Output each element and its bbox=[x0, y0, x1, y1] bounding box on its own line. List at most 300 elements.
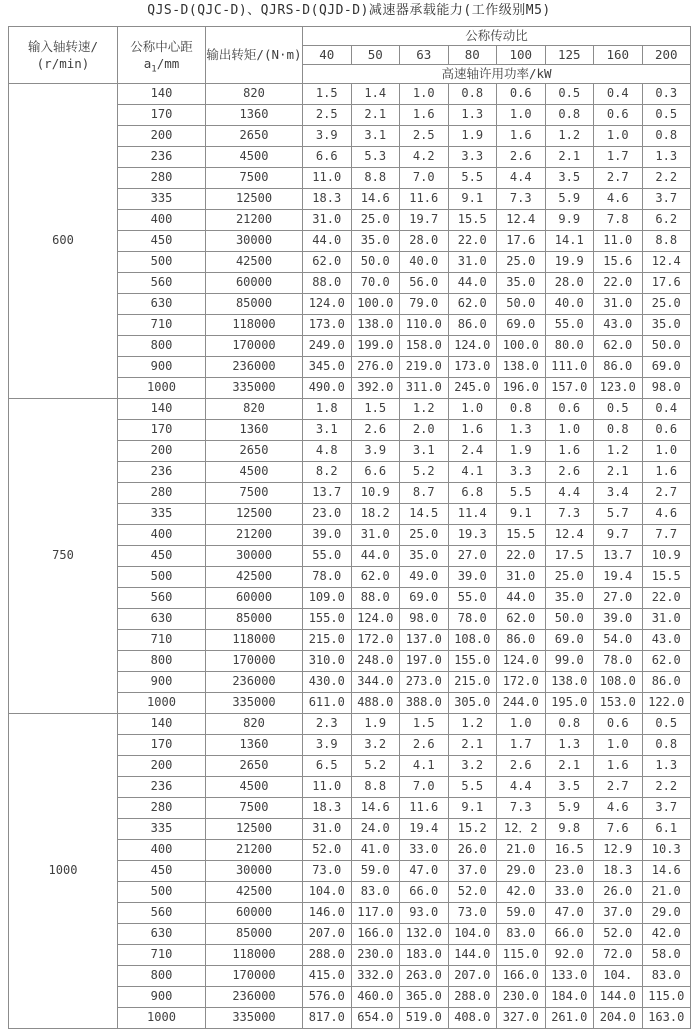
power-cell: 73.0 bbox=[303, 861, 352, 882]
torque-cell: 21200 bbox=[206, 840, 303, 861]
power-cell: 0.4 bbox=[642, 399, 691, 420]
power-cell: 54.0 bbox=[594, 630, 643, 651]
power-cell: 93.0 bbox=[400, 903, 449, 924]
power-cell: 4.1 bbox=[448, 462, 497, 483]
torque-cell: 2650 bbox=[206, 441, 303, 462]
power-cell: 52.0 bbox=[448, 882, 497, 903]
power-cell: 88.0 bbox=[303, 273, 352, 294]
power-cell: 9.1 bbox=[448, 189, 497, 210]
power-cell: 26.0 bbox=[448, 840, 497, 861]
power-cell: 66.0 bbox=[545, 924, 594, 945]
power-cell: 59.0 bbox=[351, 861, 400, 882]
power-cell: 2.1 bbox=[545, 147, 594, 168]
power-cell: 2.1 bbox=[351, 105, 400, 126]
power-cell: 17.6 bbox=[497, 231, 546, 252]
power-cell: 100.0 bbox=[497, 336, 546, 357]
power-cell: 49.0 bbox=[400, 567, 449, 588]
power-cell: 31.0 bbox=[351, 525, 400, 546]
power-cell: 0.3 bbox=[642, 84, 691, 105]
power-cell: 78.0 bbox=[448, 609, 497, 630]
power-cell: 27.0 bbox=[594, 588, 643, 609]
center-distance-cell: 140 bbox=[118, 399, 206, 420]
power-cell: 62.0 bbox=[448, 294, 497, 315]
power-cell: 6.8 bbox=[448, 483, 497, 504]
power-cell: 19.7 bbox=[400, 210, 449, 231]
power-cell: 80.0 bbox=[545, 336, 594, 357]
power-cell: 8.8 bbox=[642, 231, 691, 252]
power-cell: 3.7 bbox=[642, 189, 691, 210]
power-cell: 5.3 bbox=[351, 147, 400, 168]
power-cell: 15.6 bbox=[594, 252, 643, 273]
input-speed-cell: 750 bbox=[9, 399, 118, 714]
center-distance-cell: 200 bbox=[118, 441, 206, 462]
power-cell: 22.0 bbox=[642, 588, 691, 609]
power-cell: 1.2 bbox=[400, 399, 449, 420]
power-cell: 3.1 bbox=[400, 441, 449, 462]
center-distance-cell: 1000 bbox=[118, 693, 206, 714]
power-cell: 1.3 bbox=[545, 735, 594, 756]
power-cell: 11.6 bbox=[400, 798, 449, 819]
power-cell: 12.4 bbox=[545, 525, 594, 546]
power-cell: 4.4 bbox=[497, 777, 546, 798]
power-cell: 12.4 bbox=[497, 210, 546, 231]
power-cell: 7.0 bbox=[400, 168, 449, 189]
power-cell: 8.2 bbox=[303, 462, 352, 483]
power-cell: 6.5 bbox=[303, 756, 352, 777]
power-cell: 2.1 bbox=[594, 462, 643, 483]
power-cell: 248.0 bbox=[351, 651, 400, 672]
center-distance-cell: 900 bbox=[118, 987, 206, 1008]
torque-cell: 30000 bbox=[206, 231, 303, 252]
center-distance-cell: 1000 bbox=[118, 378, 206, 399]
power-cell: 0.6 bbox=[497, 84, 546, 105]
power-cell: 17.5 bbox=[545, 546, 594, 567]
table-header bbox=[9, 27, 691, 84]
power-cell: 23.0 bbox=[303, 504, 352, 525]
torque-cell: 7500 bbox=[206, 168, 303, 189]
center-distance-cell: 335 bbox=[118, 504, 206, 525]
power-cell: 1.7 bbox=[594, 147, 643, 168]
power-cell: 100.0 bbox=[351, 294, 400, 315]
center-distance-cell: 500 bbox=[118, 252, 206, 273]
power-cell: 37.0 bbox=[448, 861, 497, 882]
power-cell: 28.0 bbox=[400, 231, 449, 252]
torque-cell: 1360 bbox=[206, 420, 303, 441]
power-cell: 124.0 bbox=[303, 294, 352, 315]
power-cell: 204.0 bbox=[594, 1008, 643, 1029]
torque-cell: 4500 bbox=[206, 462, 303, 483]
torque-cell: 4500 bbox=[206, 147, 303, 168]
torque-cell: 335000 bbox=[206, 378, 303, 399]
center-distance-cell: 200 bbox=[118, 756, 206, 777]
header-ratio-group: 公称传动比 bbox=[303, 27, 691, 46]
power-cell: 173.0 bbox=[448, 357, 497, 378]
power-cell: 47.0 bbox=[400, 861, 449, 882]
header-input-speed-line2: (r/min) bbox=[36, 56, 90, 71]
power-cell: 44.0 bbox=[497, 588, 546, 609]
power-cell: 31.0 bbox=[448, 252, 497, 273]
power-cell: 12.4 bbox=[642, 252, 691, 273]
torque-cell: 4500 bbox=[206, 777, 303, 798]
power-cell: 50.0 bbox=[642, 336, 691, 357]
power-cell: 1.2 bbox=[545, 126, 594, 147]
power-cell: 157.0 bbox=[545, 378, 594, 399]
header-ratio-40: 40 bbox=[303, 46, 352, 65]
power-cell: 43.0 bbox=[642, 630, 691, 651]
power-cell: 26.0 bbox=[594, 882, 643, 903]
power-cell: 3.9 bbox=[303, 126, 352, 147]
torque-cell: 85000 bbox=[206, 924, 303, 945]
power-cell: 0.8 bbox=[642, 735, 691, 756]
center-distance-cell: 450 bbox=[118, 231, 206, 252]
power-cell: 3.2 bbox=[448, 756, 497, 777]
header-ratio-200: 200 bbox=[642, 46, 691, 65]
center-distance-cell: 630 bbox=[118, 924, 206, 945]
power-cell: 31.0 bbox=[303, 819, 352, 840]
center-distance-cell: 800 bbox=[118, 651, 206, 672]
power-cell: 33.0 bbox=[400, 840, 449, 861]
power-cell: 230.0 bbox=[497, 987, 546, 1008]
power-cell: 1.2 bbox=[448, 714, 497, 735]
torque-cell: 60000 bbox=[206, 588, 303, 609]
center-distance-cell: 236 bbox=[118, 462, 206, 483]
power-cell: 1.6 bbox=[642, 462, 691, 483]
power-cell: 28.0 bbox=[545, 273, 594, 294]
power-cell: 3.5 bbox=[545, 168, 594, 189]
power-cell: 0.6 bbox=[594, 105, 643, 126]
power-cell: 15.5 bbox=[448, 210, 497, 231]
power-cell: 52.0 bbox=[303, 840, 352, 861]
power-cell: 460.0 bbox=[351, 987, 400, 1008]
power-cell: 12.9 bbox=[594, 840, 643, 861]
center-distance-cell: 236 bbox=[118, 777, 206, 798]
power-cell: 2.7 bbox=[642, 483, 691, 504]
power-cell: 215.0 bbox=[303, 630, 352, 651]
power-cell: 104.0 bbox=[303, 882, 352, 903]
power-cell: 3.3 bbox=[497, 462, 546, 483]
torque-cell: 820 bbox=[206, 399, 303, 420]
power-cell: 7.7 bbox=[642, 525, 691, 546]
header-output-torque: 输出转矩/(N·m) bbox=[206, 27, 303, 84]
power-cell: 163.0 bbox=[642, 1008, 691, 1029]
power-cell: 0.5 bbox=[642, 105, 691, 126]
power-cell: 79.0 bbox=[400, 294, 449, 315]
power-cell: 197.0 bbox=[400, 651, 449, 672]
header-input-speed bbox=[9, 27, 118, 84]
power-cell: 9.8 bbox=[545, 819, 594, 840]
torque-cell: 118000 bbox=[206, 315, 303, 336]
power-cell: 430.0 bbox=[303, 672, 352, 693]
power-cell: 11.6 bbox=[400, 189, 449, 210]
power-cell: 44.0 bbox=[351, 546, 400, 567]
power-cell: 230.0 bbox=[351, 945, 400, 966]
power-cell: 6.1 bbox=[642, 819, 691, 840]
power-cell: 1.6 bbox=[594, 756, 643, 777]
torque-cell: 170000 bbox=[206, 651, 303, 672]
power-cell: 10.3 bbox=[642, 840, 691, 861]
torque-cell: 236000 bbox=[206, 672, 303, 693]
power-cell: 5.5 bbox=[448, 168, 497, 189]
power-cell: 11.0 bbox=[594, 231, 643, 252]
torque-cell: 12500 bbox=[206, 504, 303, 525]
power-cell: 1.0 bbox=[594, 126, 643, 147]
power-cell: 3.9 bbox=[351, 441, 400, 462]
center-distance-cell: 200 bbox=[118, 126, 206, 147]
power-cell: 117.0 bbox=[351, 903, 400, 924]
power-cell: 42.0 bbox=[497, 882, 546, 903]
power-cell: 78.0 bbox=[303, 567, 352, 588]
center-distance-cell: 560 bbox=[118, 588, 206, 609]
torque-cell: 60000 bbox=[206, 903, 303, 924]
power-cell: 1.5 bbox=[351, 399, 400, 420]
power-cell: 5.7 bbox=[594, 504, 643, 525]
power-cell: 55.0 bbox=[303, 546, 352, 567]
power-cell: 4.4 bbox=[545, 483, 594, 504]
power-cell: 184.0 bbox=[545, 987, 594, 1008]
power-cell: 83.0 bbox=[642, 966, 691, 987]
power-cell: 488.0 bbox=[351, 693, 400, 714]
center-distance-cell: 236 bbox=[118, 147, 206, 168]
power-cell: 310.0 bbox=[303, 651, 352, 672]
torque-cell: 236000 bbox=[206, 357, 303, 378]
power-cell: 35.0 bbox=[400, 546, 449, 567]
power-cell: 115.0 bbox=[497, 945, 546, 966]
power-cell: 24.0 bbox=[351, 819, 400, 840]
center-distance-cell: 170 bbox=[118, 420, 206, 441]
power-cell: 195.0 bbox=[545, 693, 594, 714]
power-cell: 14.6 bbox=[642, 861, 691, 882]
power-cell: 19.4 bbox=[594, 567, 643, 588]
power-cell: 1.3 bbox=[642, 147, 691, 168]
power-cell: 155.0 bbox=[448, 651, 497, 672]
power-cell: 2.6 bbox=[497, 147, 546, 168]
power-cell: 35.0 bbox=[545, 588, 594, 609]
power-cell: 15.2 bbox=[448, 819, 497, 840]
power-cell: 345.0 bbox=[303, 357, 352, 378]
power-cell: 22.0 bbox=[594, 273, 643, 294]
power-cell: 183.0 bbox=[400, 945, 449, 966]
torque-cell: 335000 bbox=[206, 693, 303, 714]
power-cell: 611.0 bbox=[303, 693, 352, 714]
power-cell: 519.0 bbox=[400, 1008, 449, 1029]
power-cell: 166.0 bbox=[497, 966, 546, 987]
power-cell: 108.0 bbox=[594, 672, 643, 693]
header-center-distance-line1: 公称中心距 bbox=[130, 39, 193, 54]
power-cell: 92.0 bbox=[545, 945, 594, 966]
torque-cell: 335000 bbox=[206, 1008, 303, 1029]
power-cell: 47.0 bbox=[545, 903, 594, 924]
power-cell: 0.8 bbox=[545, 105, 594, 126]
power-cell: 6.6 bbox=[303, 147, 352, 168]
power-cell: 155.0 bbox=[303, 609, 352, 630]
power-cell: 33.0 bbox=[545, 882, 594, 903]
power-cell: 35.0 bbox=[497, 273, 546, 294]
power-cell: 288.0 bbox=[303, 945, 352, 966]
power-cell: 31.0 bbox=[642, 609, 691, 630]
power-cell: 39.0 bbox=[303, 525, 352, 546]
power-cell: 9.7 bbox=[594, 525, 643, 546]
power-cell: 16.5 bbox=[545, 840, 594, 861]
power-cell: 110.0 bbox=[400, 315, 449, 336]
torque-cell: 12500 bbox=[206, 819, 303, 840]
power-cell: 5.5 bbox=[497, 483, 546, 504]
power-cell: 388.0 bbox=[400, 693, 449, 714]
power-cell: 44.0 bbox=[448, 273, 497, 294]
power-cell: 392.0 bbox=[351, 378, 400, 399]
power-cell: 1.2 bbox=[594, 441, 643, 462]
power-cell: 5.2 bbox=[400, 462, 449, 483]
power-cell: 25.0 bbox=[642, 294, 691, 315]
center-distance-cell: 800 bbox=[118, 336, 206, 357]
power-cell: 2.7 bbox=[594, 168, 643, 189]
power-cell: 19.9 bbox=[545, 252, 594, 273]
power-cell: 31.0 bbox=[497, 567, 546, 588]
power-cell: 199.0 bbox=[351, 336, 400, 357]
power-cell: 25.0 bbox=[497, 252, 546, 273]
power-cell: 124.0 bbox=[351, 609, 400, 630]
power-cell: 108.0 bbox=[448, 630, 497, 651]
power-cell: 2.4 bbox=[448, 441, 497, 462]
power-cell: 249.0 bbox=[303, 336, 352, 357]
center-distance-cell: 710 bbox=[118, 630, 206, 651]
power-cell: 158.0 bbox=[400, 336, 449, 357]
power-cell: 50.0 bbox=[351, 252, 400, 273]
power-cell: 1.3 bbox=[448, 105, 497, 126]
power-cell: 27.0 bbox=[448, 546, 497, 567]
power-cell: 25.0 bbox=[545, 567, 594, 588]
power-cell: 11.0 bbox=[303, 777, 352, 798]
power-cell: 207.0 bbox=[448, 966, 497, 987]
torque-cell: 30000 bbox=[206, 861, 303, 882]
center-distance-cell: 400 bbox=[118, 525, 206, 546]
power-cell: 25.0 bbox=[351, 210, 400, 231]
torque-cell: 820 bbox=[206, 714, 303, 735]
power-cell: 14.1 bbox=[545, 231, 594, 252]
power-cell: 69.0 bbox=[545, 630, 594, 651]
power-cell: 1.6 bbox=[545, 441, 594, 462]
center-distance-cell: 140 bbox=[118, 714, 206, 735]
torque-cell: 60000 bbox=[206, 273, 303, 294]
header-ratio-125: 125 bbox=[545, 46, 594, 65]
power-cell: 4.6 bbox=[642, 504, 691, 525]
power-cell: 104. bbox=[594, 966, 643, 987]
power-cell: 1.9 bbox=[497, 441, 546, 462]
power-cell: 66.0 bbox=[400, 882, 449, 903]
torque-cell: 1360 bbox=[206, 105, 303, 126]
power-cell: 14.5 bbox=[400, 504, 449, 525]
power-cell: 4.6 bbox=[594, 798, 643, 819]
torque-cell: 118000 bbox=[206, 945, 303, 966]
power-cell: 40.0 bbox=[400, 252, 449, 273]
power-cell: 62.0 bbox=[303, 252, 352, 273]
torque-cell: 30000 bbox=[206, 546, 303, 567]
header-ratio-160: 160 bbox=[594, 46, 643, 65]
power-cell: 14.6 bbox=[351, 189, 400, 210]
center-distance-cell: 560 bbox=[118, 903, 206, 924]
power-cell: 115.0 bbox=[642, 987, 691, 1008]
power-cell: 576.0 bbox=[303, 987, 352, 1008]
power-cell: 344.0 bbox=[351, 672, 400, 693]
power-cell: 1.4 bbox=[351, 84, 400, 105]
power-cell: 50.0 bbox=[545, 609, 594, 630]
power-cell: 276.0 bbox=[351, 357, 400, 378]
power-cell: 144.0 bbox=[448, 945, 497, 966]
power-cell: 3.1 bbox=[303, 420, 352, 441]
power-cell: 138.0 bbox=[545, 672, 594, 693]
power-cell: 8.7 bbox=[400, 483, 449, 504]
power-cell: 817.0 bbox=[303, 1008, 352, 1029]
torque-cell: 21200 bbox=[206, 525, 303, 546]
header-center-distance bbox=[118, 27, 206, 84]
header-center-distance-line2: $a_1/mm$ bbox=[143, 56, 180, 75]
power-cell: 261.0 bbox=[545, 1008, 594, 1029]
center-distance-cell: 400 bbox=[118, 210, 206, 231]
power-cell: 86.0 bbox=[497, 630, 546, 651]
power-cell: 124.0 bbox=[497, 651, 546, 672]
power-cell: 83.0 bbox=[497, 924, 546, 945]
power-cell: 207.0 bbox=[303, 924, 352, 945]
torque-cell: 85000 bbox=[206, 294, 303, 315]
power-cell: 25.0 bbox=[400, 525, 449, 546]
power-cell: 2.2 bbox=[642, 168, 691, 189]
power-cell: 7.3 bbox=[497, 189, 546, 210]
power-cell: 50.0 bbox=[497, 294, 546, 315]
power-cell: 70.0 bbox=[351, 273, 400, 294]
center-distance-cell: 335 bbox=[118, 819, 206, 840]
power-cell: 83.0 bbox=[351, 882, 400, 903]
torque-cell: 2650 bbox=[206, 126, 303, 147]
center-distance-cell: 280 bbox=[118, 168, 206, 189]
power-cell: 4.8 bbox=[303, 441, 352, 462]
power-cell: 146.0 bbox=[303, 903, 352, 924]
power-cell: 215.0 bbox=[448, 672, 497, 693]
power-cell: 0.8 bbox=[497, 399, 546, 420]
input-speed-cell: 1000 bbox=[9, 714, 118, 1029]
power-cell: 2.6 bbox=[497, 756, 546, 777]
power-cell: 56.0 bbox=[400, 273, 449, 294]
power-cell: 21.0 bbox=[642, 882, 691, 903]
power-cell: 1.6 bbox=[448, 420, 497, 441]
power-cell: 29.0 bbox=[497, 861, 546, 882]
torque-cell: 2650 bbox=[206, 756, 303, 777]
power-cell: 415.0 bbox=[303, 966, 352, 987]
power-cell: 196.0 bbox=[497, 378, 546, 399]
power-cell: 62.0 bbox=[351, 567, 400, 588]
power-cell: 490.0 bbox=[303, 378, 352, 399]
power-cell: 311.0 bbox=[400, 378, 449, 399]
center-distance-cell: 560 bbox=[118, 273, 206, 294]
power-cell: 86.0 bbox=[594, 357, 643, 378]
power-cell: 35.0 bbox=[642, 315, 691, 336]
power-cell: 14.6 bbox=[351, 798, 400, 819]
power-cell: 244.0 bbox=[497, 693, 546, 714]
power-cell: 3.7 bbox=[642, 798, 691, 819]
power-cell: 0.8 bbox=[545, 714, 594, 735]
power-cell: 1.0 bbox=[400, 84, 449, 105]
center-distance-cell: 280 bbox=[118, 798, 206, 819]
power-cell: 13.7 bbox=[594, 546, 643, 567]
power-cell: 1.0 bbox=[497, 714, 546, 735]
power-cell: 39.0 bbox=[448, 567, 497, 588]
power-cell: 9.9 bbox=[545, 210, 594, 231]
power-cell: 408.0 bbox=[448, 1008, 497, 1029]
torque-cell: 12500 bbox=[206, 189, 303, 210]
power-cell: 37.0 bbox=[594, 903, 643, 924]
power-cell: 0.6 bbox=[594, 714, 643, 735]
power-cell: 4.2 bbox=[400, 147, 449, 168]
power-cell: 2.6 bbox=[400, 735, 449, 756]
torque-cell: 7500 bbox=[206, 798, 303, 819]
